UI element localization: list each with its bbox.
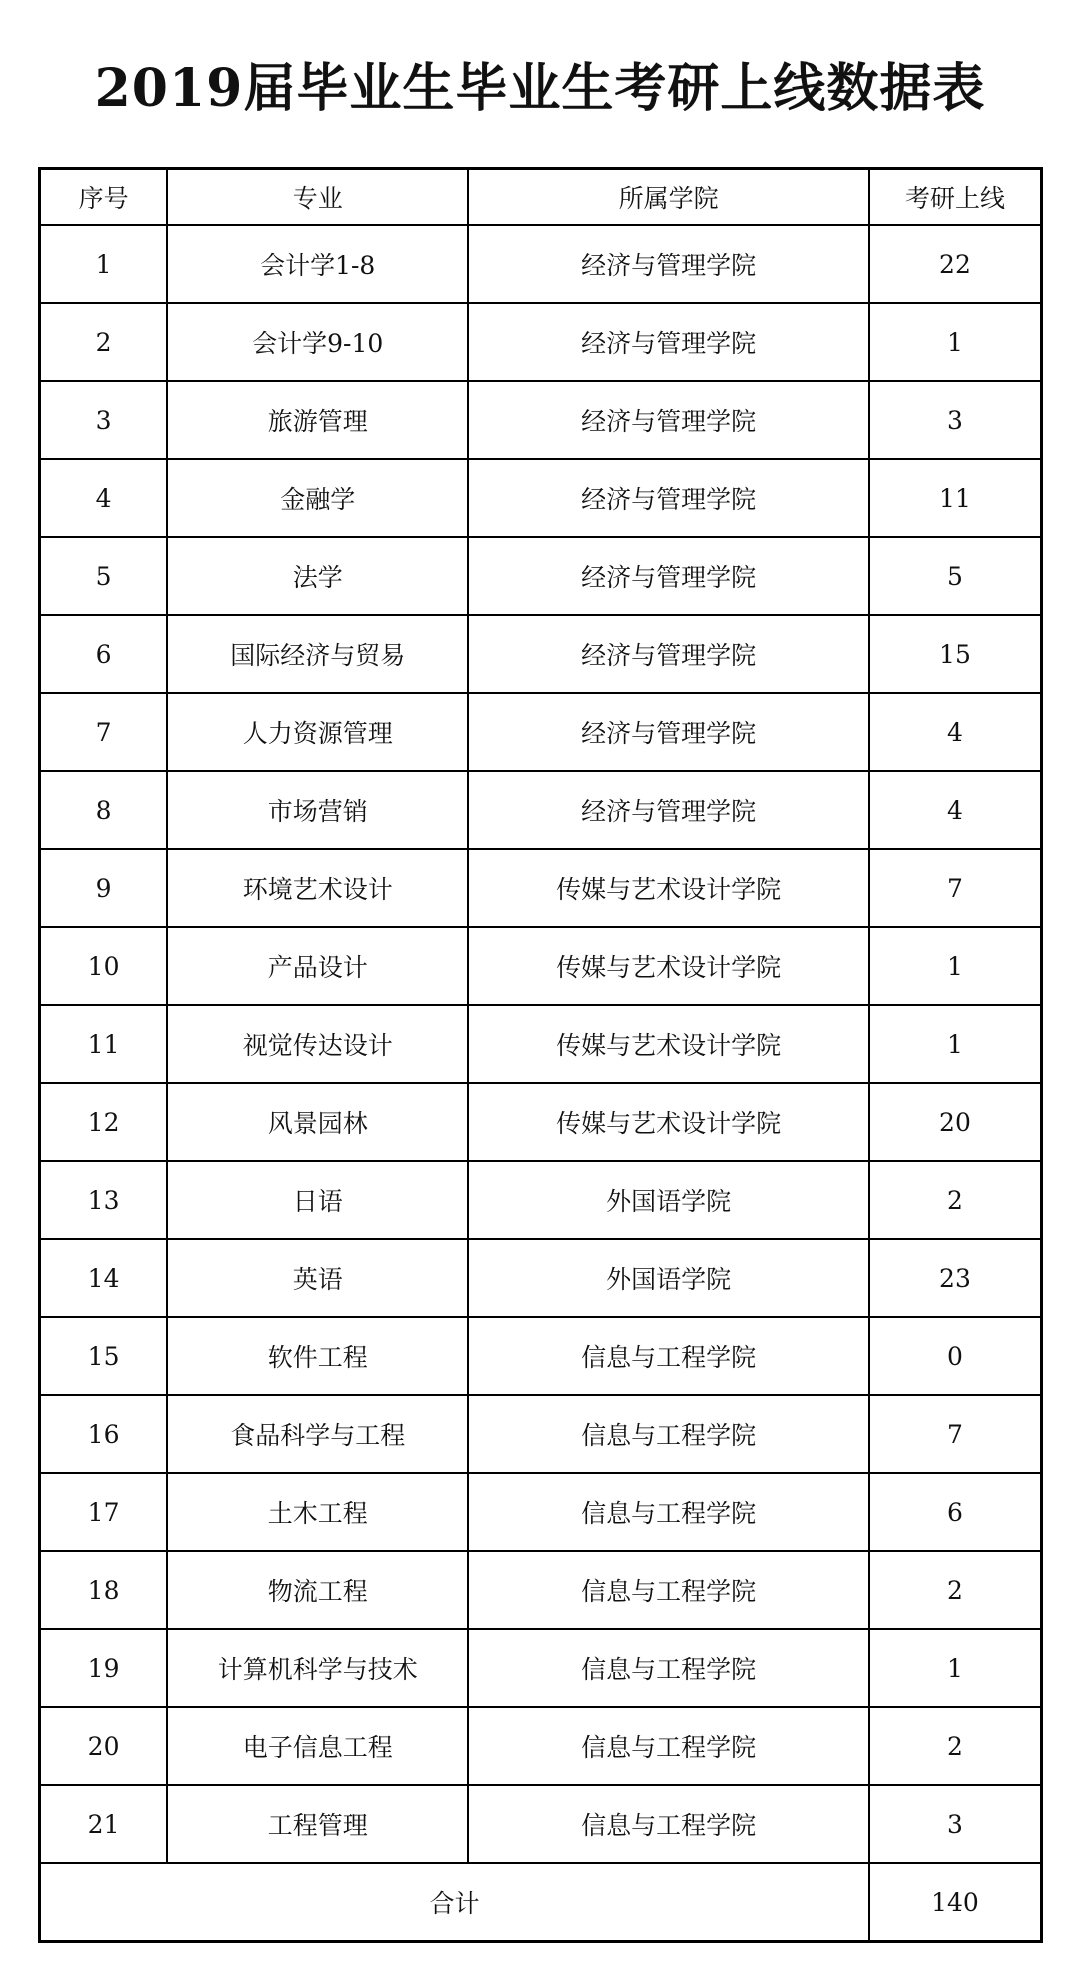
row-college: 信息与工程学院 [468, 1707, 869, 1785]
row-major: 人力资源管理 [167, 693, 468, 771]
table-row [40, 1317, 1042, 1395]
data-table [38, 167, 1043, 1943]
row-index: 13 [40, 1161, 168, 1239]
row-index: 11 [40, 1005, 168, 1083]
row-major: 英语 [167, 1239, 468, 1317]
row-count: 1 [869, 303, 1042, 381]
row-index: 9 [40, 849, 168, 927]
table-row [40, 771, 1042, 849]
row-college: 传媒与艺术设计学院 [468, 849, 869, 927]
row-college: 信息与工程学院 [468, 1551, 869, 1629]
row-count: 7 [869, 1395, 1042, 1473]
row-index: 5 [40, 537, 168, 615]
table-row [40, 1395, 1042, 1473]
row-index: 12 [40, 1083, 168, 1161]
row-index: 17 [40, 1473, 168, 1551]
row-count: 6 [869, 1473, 1042, 1551]
total-value: 140 [869, 1863, 1042, 1942]
table-row [40, 303, 1042, 381]
row-college: 经济与管理学院 [468, 225, 869, 303]
row-major: 旅游管理 [167, 381, 468, 459]
row-index: 4 [40, 459, 168, 537]
row-major: 工程管理 [167, 1785, 468, 1863]
row-index: 6 [40, 615, 168, 693]
row-college: 信息与工程学院 [468, 1785, 869, 1863]
row-college: 传媒与艺术设计学院 [468, 927, 869, 1005]
total-label: 合计 [40, 1863, 869, 1942]
row-college: 外国语学院 [468, 1161, 869, 1239]
row-major: 市场营销 [167, 771, 468, 849]
row-count: 3 [869, 381, 1042, 459]
table-row [40, 615, 1042, 693]
row-major: 风景园林 [167, 1083, 468, 1161]
row-index: 1 [40, 225, 168, 303]
row-count: 1 [869, 927, 1042, 1005]
row-college: 信息与工程学院 [468, 1629, 869, 1707]
row-count: 3 [869, 1785, 1042, 1863]
table-row [40, 849, 1042, 927]
row-count: 11 [869, 459, 1042, 537]
table-row [40, 1551, 1042, 1629]
table-row [40, 1785, 1042, 1863]
row-major: 产品设计 [167, 927, 468, 1005]
row-college: 经济与管理学院 [468, 303, 869, 381]
row-college: 信息与工程学院 [468, 1395, 869, 1473]
row-count: 0 [869, 1317, 1042, 1395]
header-index: 序号 [40, 169, 168, 226]
table-row [40, 381, 1042, 459]
row-major: 土木工程 [167, 1473, 468, 1551]
row-index: 10 [40, 927, 168, 1005]
row-college: 传媒与艺术设计学院 [468, 1083, 869, 1161]
row-college: 经济与管理学院 [468, 537, 869, 615]
row-major: 电子信息工程 [167, 1707, 468, 1785]
row-count: 1 [869, 1005, 1042, 1083]
table-row [40, 1629, 1042, 1707]
row-index: 3 [40, 381, 168, 459]
row-major: 视觉传达设计 [167, 1005, 468, 1083]
row-college: 经济与管理学院 [468, 459, 869, 537]
row-major: 物流工程 [167, 1551, 468, 1629]
row-college: 经济与管理学院 [468, 615, 869, 693]
row-index: 20 [40, 1707, 168, 1785]
row-count: 7 [869, 849, 1042, 927]
row-count: 15 [869, 615, 1042, 693]
header-major: 专业 [167, 169, 468, 226]
row-college: 传媒与艺术设计学院 [468, 1005, 869, 1083]
table-row [40, 927, 1042, 1005]
row-count: 4 [869, 771, 1042, 849]
row-major: 会计学9-10 [167, 303, 468, 381]
row-index: 16 [40, 1395, 168, 1473]
row-count: 20 [869, 1083, 1042, 1161]
row-count: 4 [869, 693, 1042, 771]
row-major: 法学 [167, 537, 468, 615]
row-major: 计算机科学与技术 [167, 1629, 468, 1707]
row-major: 日语 [167, 1161, 468, 1239]
row-count: 1 [869, 1629, 1042, 1707]
header-row [40, 169, 1042, 226]
row-index: 19 [40, 1629, 168, 1707]
row-major: 国际经济与贸易 [167, 615, 468, 693]
page-title: 2019届毕业生毕业生考研上线数据表 [94, 58, 986, 119]
row-college: 外国语学院 [468, 1239, 869, 1317]
row-count: 22 [869, 225, 1042, 303]
row-index: 15 [40, 1317, 168, 1395]
table-row [40, 1707, 1042, 1785]
row-index: 2 [40, 303, 168, 381]
header-count: 考研上线 [869, 169, 1042, 226]
row-college: 经济与管理学院 [468, 693, 869, 771]
row-index: 18 [40, 1551, 168, 1629]
table-row [40, 459, 1042, 537]
row-count: 5 [869, 537, 1042, 615]
row-count: 23 [869, 1239, 1042, 1317]
header-college: 所属学院 [468, 169, 869, 226]
table-row [40, 1161, 1042, 1239]
row-major: 金融学 [167, 459, 468, 537]
row-index: 7 [40, 693, 168, 771]
row-index: 14 [40, 1239, 168, 1317]
total-row [40, 1863, 1042, 1942]
table-row [40, 537, 1042, 615]
row-index: 8 [40, 771, 168, 849]
row-college: 信息与工程学院 [468, 1473, 869, 1551]
row-count: 2 [869, 1707, 1042, 1785]
table-row [40, 1239, 1042, 1317]
table-row [40, 693, 1042, 771]
table-row [40, 225, 1042, 303]
row-index: 21 [40, 1785, 168, 1863]
row-college: 信息与工程学院 [468, 1317, 869, 1395]
row-major: 软件工程 [167, 1317, 468, 1395]
row-count: 2 [869, 1161, 1042, 1239]
row-college: 经济与管理学院 [468, 381, 869, 459]
row-major: 环境艺术设计 [167, 849, 468, 927]
row-major: 食品科学与工程 [167, 1395, 468, 1473]
table-row [40, 1083, 1042, 1161]
row-major: 会计学1-8 [167, 225, 468, 303]
row-count: 2 [869, 1551, 1042, 1629]
table-row [40, 1005, 1042, 1083]
table-row [40, 1473, 1042, 1551]
row-college: 经济与管理学院 [468, 771, 869, 849]
